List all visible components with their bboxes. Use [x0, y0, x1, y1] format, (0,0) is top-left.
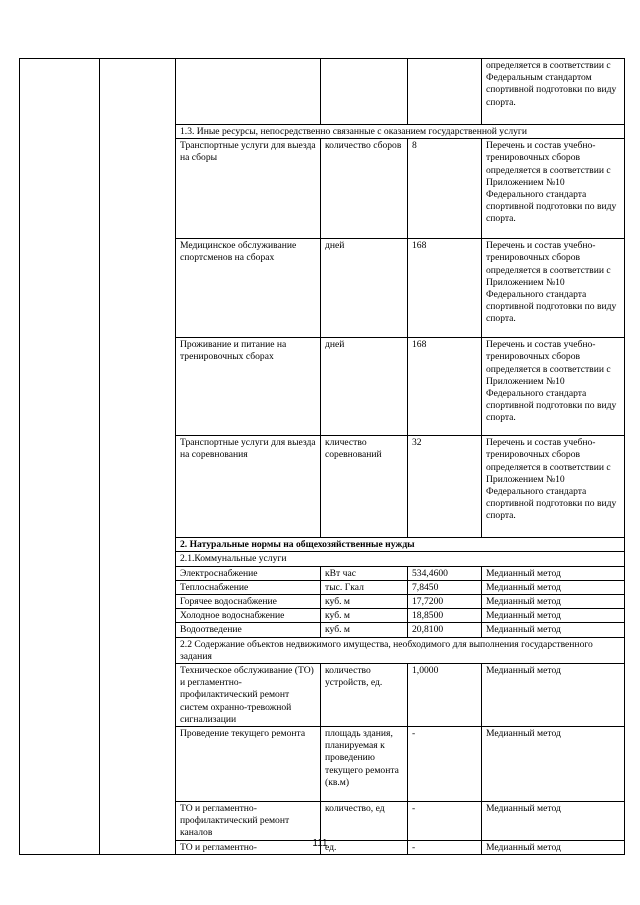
name-cell: Проживание и питание на тренировочных сборах	[176, 338, 321, 436]
name-cell: Холодное водоснабжение	[176, 609, 321, 623]
name-cell	[176, 59, 321, 125]
unit-cell: количество сборов	[321, 139, 408, 239]
name-cell: Теплоснабжение	[176, 580, 321, 594]
method-cell: Медианный метод	[482, 566, 625, 580]
name-cell: Водоотведение	[176, 623, 321, 637]
value-cell: 17,7200	[408, 595, 482, 609]
value-cell: 1,0000	[408, 664, 482, 727]
left-column-1	[20, 59, 100, 855]
value-cell: 18,8500	[408, 609, 482, 623]
name-cell: Горячее водоснабжение	[176, 595, 321, 609]
method-cell: Перечень и состав учебно-тренировочных сборов определяется в соответствии с Приложением №10 Федерального стандарта спортивной подготовки по виду спорта.	[482, 338, 625, 436]
method-cell: Медианный метод	[482, 580, 625, 594]
value-cell: 20,8100	[408, 623, 482, 637]
method-cell: определяется в соответствии с Федеральным стандартом спортивной подготовки по виду спорта.	[482, 59, 625, 125]
method-cell: Медианный метод	[482, 727, 625, 802]
section-heading-2: 2. Натуральные нормы на общехозяйственные нужды	[176, 538, 625, 552]
value-cell: 168	[408, 338, 482, 436]
section-heading-2-1: 2.1.Коммунальные услуги	[176, 552, 625, 566]
name-cell: Проведение текущего ремонта	[176, 727, 321, 802]
method-cell: Медианный метод	[482, 609, 625, 623]
method-cell: Медианный метод	[482, 664, 625, 727]
unit-cell: куб. м	[321, 609, 408, 623]
section-heading-2-2: 2.2 Содержание объектов недвижимого имущества, необходимого для выполнения государственного задания	[176, 637, 625, 663]
name-cell: ТО и регламентно-	[176, 840, 321, 854]
value-cell: 534,4600	[408, 566, 482, 580]
unit-cell: площадь здания, планируемая к проведению текущего ремонта (кв.м)	[321, 727, 408, 802]
unit-cell: количество устройств, ед.	[321, 664, 408, 727]
method-cell: Медианный метод	[482, 623, 625, 637]
value-cell: 32	[408, 436, 482, 538]
unit-cell: дней	[321, 338, 408, 436]
left-column-2	[100, 59, 176, 855]
method-cell: Медианный метод	[482, 840, 625, 854]
name-cell: Техническое обслуживание (ТО) и регламентно-профилактический ремонт систем охранно-тревожной сигнализации	[176, 664, 321, 727]
unit-cell: куб. м	[321, 623, 408, 637]
unit-cell: тыс. Гкал	[321, 580, 408, 594]
method-cell: Перечень и состав учебно-тренировочных сборов определяется в соответствии с Приложением №10 Федерального стандарта спортивной подготовки по виду спорта.	[482, 239, 625, 338]
unit-cell: кВт час	[321, 566, 408, 580]
section-heading-1-3: 1.3. Иные ресурсы, непосредственно связанные с оказанием государственной услуги	[176, 125, 625, 139]
value-cell: 168	[408, 239, 482, 338]
value-cell: 8	[408, 139, 482, 239]
name-cell: Электроснабжение	[176, 566, 321, 580]
unit-cell: куб. м	[321, 595, 408, 609]
method-cell: Медианный метод	[482, 595, 625, 609]
method-cell: Перечень и состав учебно-тренировочных сборов определяется в соответствии с Приложением №10 Федерального стандарта спортивной подготовки по виду спорта.	[482, 436, 625, 538]
value-cell	[408, 59, 482, 125]
method-cell: Перечень и состав учебно-тренировочных сборов определяется в соответствии с Приложением №10 Федерального стандарта спортивной подготовки по виду спорта.	[482, 139, 625, 239]
name-cell: Транспортные услуги для выезда на соревнования	[176, 436, 321, 538]
unit-cell	[321, 59, 408, 125]
norms-table	[19, 58, 625, 855]
value-cell: -	[408, 840, 482, 854]
unit-cell: количество, ед	[321, 802, 408, 841]
unit-cell: ед.	[321, 840, 408, 854]
page-number: 111	[312, 838, 328, 849]
name-cell: Медицинское обслуживание спортсменов на сборах	[176, 239, 321, 338]
unit-cell: дней	[321, 239, 408, 338]
table-row	[20, 59, 625, 125]
unit-cell: кличество соревнований	[321, 436, 408, 538]
value-cell: -	[408, 802, 482, 841]
name-cell: Транспортные услуги для выезда на сборы	[176, 139, 321, 239]
value-cell: -	[408, 727, 482, 802]
method-cell: Медианный метод	[482, 802, 625, 841]
value-cell: 7,8450	[408, 580, 482, 594]
name-cell: ТО и регламентно-профилактический ремонт каналов	[176, 802, 321, 841]
